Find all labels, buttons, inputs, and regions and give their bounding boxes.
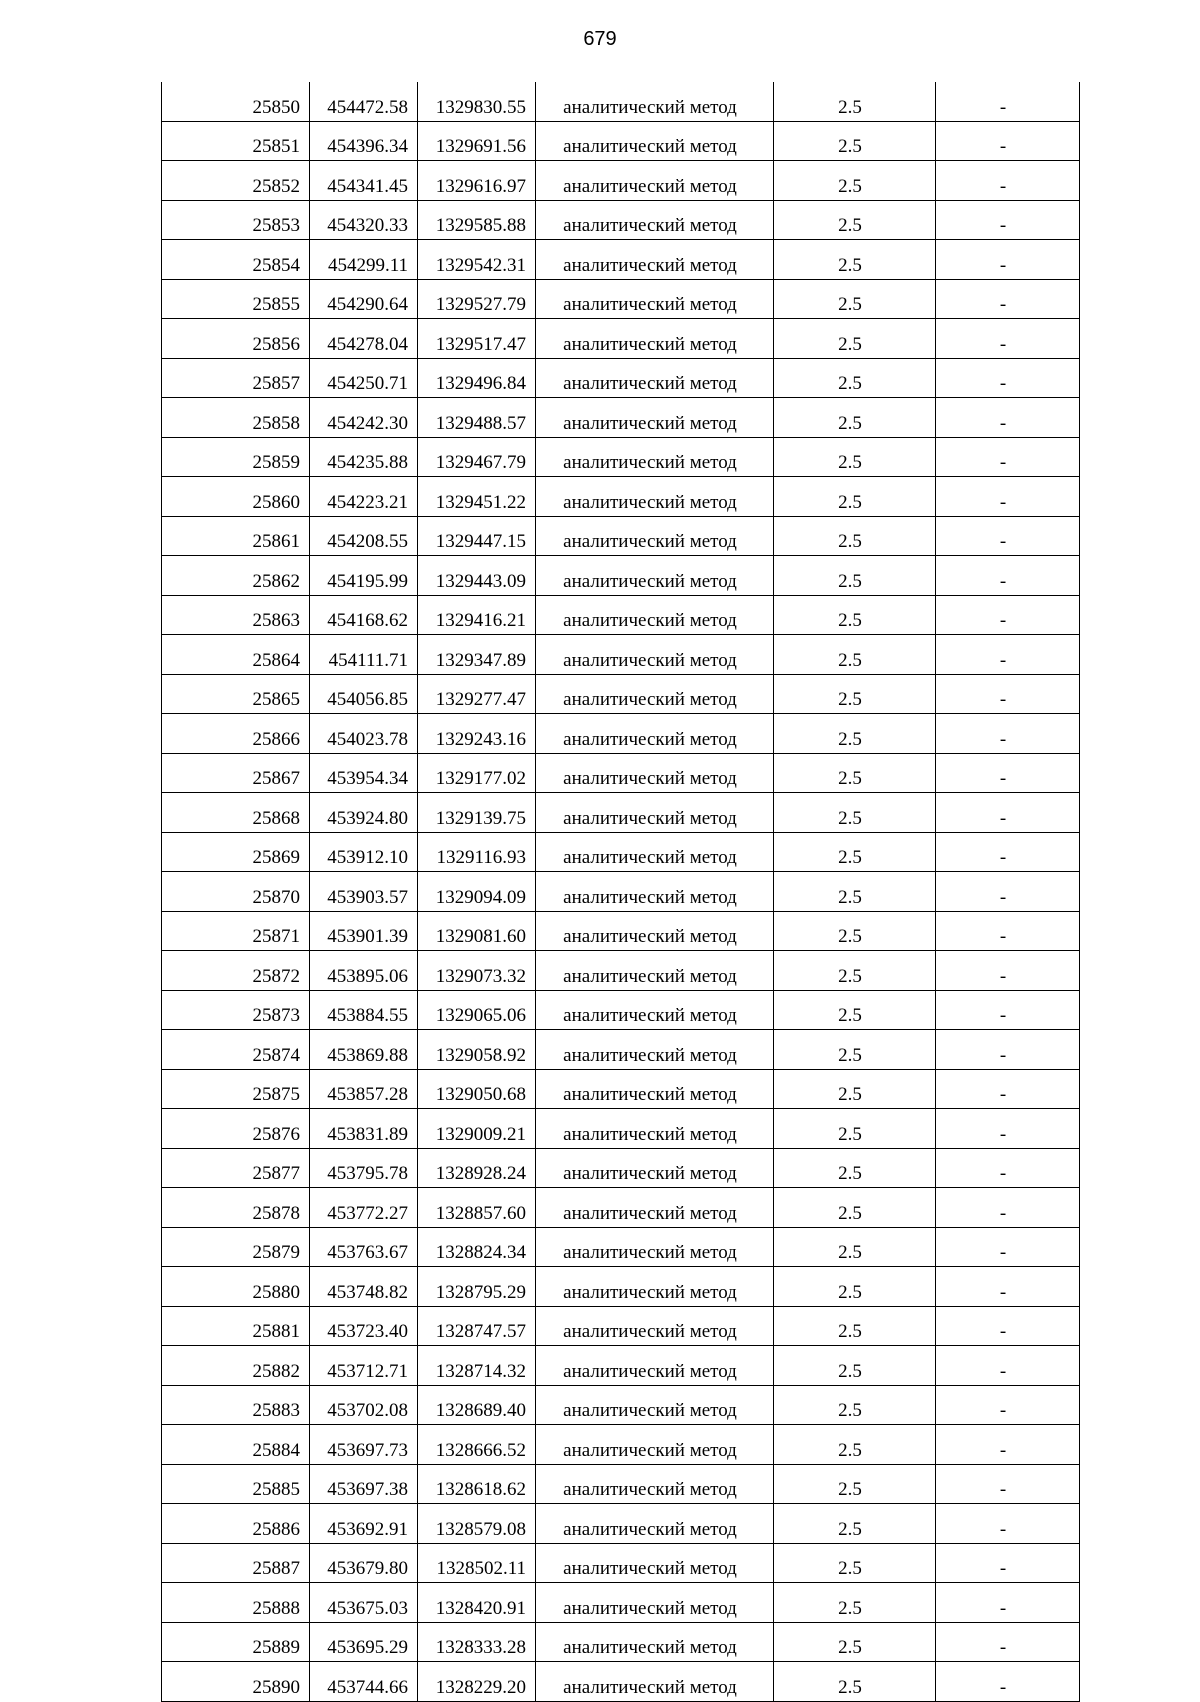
method-cell: аналитический метод [536,82,774,121]
point-number-cell: 25875 [162,1069,310,1109]
y-coordinate-cell: 1329447.15 [418,516,536,556]
point-number-cell: 25882 [162,1346,310,1386]
method-cell: аналитический метод [536,635,774,675]
note-cell: - [936,635,1080,675]
table-row [162,556,1080,596]
accuracy-cell: 2.5 [774,437,936,477]
note-cell: - [936,1148,1080,1188]
point-number-cell: 25851 [162,121,310,161]
table-row [162,82,1080,121]
y-coordinate-cell: 1329058.92 [418,1030,536,1070]
x-coordinate-cell: 453697.73 [310,1425,418,1465]
accuracy-cell: 2.5 [774,1662,936,1702]
method-cell: аналитический метод [536,714,774,754]
note-cell: - [936,437,1080,477]
method-cell: аналитический метод [536,1385,774,1425]
x-coordinate-cell: 453723.40 [310,1306,418,1346]
accuracy-cell: 2.5 [774,911,936,951]
note-cell: - [936,240,1080,280]
point-number-cell: 25854 [162,240,310,280]
point-number-cell: 25872 [162,951,310,991]
point-number-cell: 25867 [162,753,310,793]
x-coordinate-cell: 454208.55 [310,516,418,556]
point-number-cell: 25869 [162,832,310,872]
y-coordinate-cell: 1328714.32 [418,1346,536,1386]
y-coordinate-cell: 1329065.06 [418,990,536,1030]
y-coordinate-cell: 1329527.79 [418,279,536,319]
accuracy-cell: 2.5 [774,753,936,793]
y-coordinate-cell: 1329009.21 [418,1109,536,1149]
note-cell: - [936,1543,1080,1583]
x-coordinate-cell: 453912.10 [310,832,418,872]
accuracy-cell: 2.5 [774,121,936,161]
table-row [162,1622,1080,1662]
accuracy-cell: 2.5 [774,1306,936,1346]
x-coordinate-cell: 453857.28 [310,1069,418,1109]
x-coordinate-cell: 453763.67 [310,1227,418,1267]
table-row [162,1504,1080,1544]
note-cell: - [936,200,1080,240]
y-coordinate-cell: 1329416.21 [418,595,536,635]
table-row [162,635,1080,675]
method-cell: аналитический метод [536,1622,774,1662]
y-coordinate-cell: 1329347.89 [418,635,536,675]
note-cell: - [936,1622,1080,1662]
point-number-cell: 25868 [162,793,310,833]
note-cell: - [936,674,1080,714]
note-cell: - [936,990,1080,1030]
accuracy-cell: 2.5 [774,1148,936,1188]
y-coordinate-cell: 1329467.79 [418,437,536,477]
note-cell: - [936,1583,1080,1623]
x-coordinate-cell: 454396.34 [310,121,418,161]
note-cell: - [936,753,1080,793]
x-coordinate-cell: 453903.57 [310,872,418,912]
accuracy-cell: 2.5 [774,635,936,675]
note-cell: - [936,279,1080,319]
x-coordinate-cell: 454168.62 [310,595,418,635]
method-cell: аналитический метод [536,437,774,477]
y-coordinate-cell: 1328502.11 [418,1543,536,1583]
method-cell: аналитический метод [536,1188,774,1228]
x-coordinate-cell: 454111.71 [310,635,418,675]
note-cell: - [936,398,1080,438]
x-coordinate-cell: 453901.39 [310,911,418,951]
x-coordinate-cell: 453748.82 [310,1267,418,1307]
accuracy-cell: 2.5 [774,1346,936,1386]
accuracy-cell: 2.5 [774,556,936,596]
accuracy-cell: 2.5 [774,82,936,121]
x-coordinate-cell: 453831.89 [310,1109,418,1149]
y-coordinate-cell: 1329277.47 [418,674,536,714]
y-coordinate-cell: 1329585.88 [418,200,536,240]
x-coordinate-cell: 453679.80 [310,1543,418,1583]
y-coordinate-cell: 1328229.20 [418,1662,536,1702]
accuracy-cell: 2.5 [774,1583,936,1623]
point-number-cell: 25877 [162,1148,310,1188]
note-cell: - [936,793,1080,833]
x-coordinate-cell: 454290.64 [310,279,418,319]
note-cell: - [936,477,1080,517]
accuracy-cell: 2.5 [774,595,936,635]
method-cell: аналитический метод [536,832,774,872]
table-row [162,1069,1080,1109]
method-cell: аналитический метод [536,1543,774,1583]
point-number-cell: 25876 [162,1109,310,1149]
method-cell: аналитический метод [536,1109,774,1149]
table-row [162,161,1080,201]
x-coordinate-cell: 453695.29 [310,1622,418,1662]
y-coordinate-cell: 1329050.68 [418,1069,536,1109]
y-coordinate-cell: 1329496.84 [418,358,536,398]
y-coordinate-cell: 1329488.57 [418,398,536,438]
method-cell: аналитический метод [536,990,774,1030]
method-cell: аналитический метод [536,477,774,517]
method-cell: аналитический метод [536,872,774,912]
accuracy-cell: 2.5 [774,1622,936,1662]
accuracy-cell: 2.5 [774,1109,936,1149]
note-cell: - [936,951,1080,991]
table-row [162,1267,1080,1307]
method-cell: аналитический метод [536,1662,774,1702]
table-row [162,1030,1080,1070]
note-cell: - [936,319,1080,359]
table-row [162,200,1080,240]
x-coordinate-cell: 453895.06 [310,951,418,991]
y-coordinate-cell: 1328666.52 [418,1425,536,1465]
table-row [162,1583,1080,1623]
note-cell: - [936,358,1080,398]
point-number-cell: 25871 [162,911,310,951]
method-cell: аналитический метод [536,1267,774,1307]
method-cell: аналитический метод [536,911,774,951]
x-coordinate-cell: 453702.08 [310,1385,418,1425]
note-cell: - [936,1109,1080,1149]
x-coordinate-cell: 454223.21 [310,477,418,517]
x-coordinate-cell: 454472.58 [310,82,418,121]
x-coordinate-cell: 454056.85 [310,674,418,714]
point-number-cell: 25888 [162,1583,310,1623]
x-coordinate-cell: 453675.03 [310,1583,418,1623]
note-cell: - [936,714,1080,754]
accuracy-cell: 2.5 [774,200,936,240]
note-cell: - [936,1267,1080,1307]
note-cell: - [936,121,1080,161]
point-number-cell: 25857 [162,358,310,398]
method-cell: аналитический метод [536,161,774,201]
method-cell: аналитический метод [536,121,774,161]
table-row [162,240,1080,280]
x-coordinate-cell: 454023.78 [310,714,418,754]
note-cell: - [936,82,1080,121]
point-number-cell: 25853 [162,200,310,240]
x-coordinate-cell: 454299.11 [310,240,418,280]
accuracy-cell: 2.5 [774,990,936,1030]
method-cell: аналитический метод [536,1425,774,1465]
table-row [162,1662,1080,1702]
x-coordinate-cell: 453884.55 [310,990,418,1030]
point-number-cell: 25890 [162,1662,310,1702]
y-coordinate-cell: 1329081.60 [418,911,536,951]
point-number-cell: 25878 [162,1188,310,1228]
note-cell: - [936,1504,1080,1544]
note-cell: - [936,911,1080,951]
accuracy-cell: 2.5 [774,477,936,517]
method-cell: аналитический метод [536,279,774,319]
accuracy-cell: 2.5 [774,516,936,556]
table-row [162,1306,1080,1346]
point-number-cell: 25859 [162,437,310,477]
method-cell: аналитический метод [536,1227,774,1267]
point-number-cell: 25855 [162,279,310,319]
table-row [162,1346,1080,1386]
table-row [162,121,1080,161]
point-number-cell: 25887 [162,1543,310,1583]
point-number-cell: 25886 [162,1504,310,1544]
table-row [162,714,1080,754]
y-coordinate-cell: 1329116.93 [418,832,536,872]
y-coordinate-cell: 1328824.34 [418,1227,536,1267]
note-cell: - [936,872,1080,912]
accuracy-cell: 2.5 [774,1188,936,1228]
table-row [162,990,1080,1030]
x-coordinate-cell: 453744.66 [310,1662,418,1702]
x-coordinate-cell: 453795.78 [310,1148,418,1188]
y-coordinate-cell: 1328333.28 [418,1622,536,1662]
accuracy-cell: 2.5 [774,1030,936,1070]
table-row [162,832,1080,872]
point-number-cell: 25870 [162,872,310,912]
point-number-cell: 25885 [162,1464,310,1504]
accuracy-cell: 2.5 [774,1543,936,1583]
y-coordinate-cell: 1329243.16 [418,714,536,754]
accuracy-cell: 2.5 [774,1464,936,1504]
point-number-cell: 25880 [162,1267,310,1307]
x-coordinate-cell: 453692.91 [310,1504,418,1544]
table-row [162,358,1080,398]
x-coordinate-cell: 454242.30 [310,398,418,438]
y-coordinate-cell: 1328928.24 [418,1148,536,1188]
table-row [162,753,1080,793]
note-cell: - [936,1069,1080,1109]
y-coordinate-cell: 1328795.29 [418,1267,536,1307]
table-row [162,1148,1080,1188]
x-coordinate-cell: 454341.45 [310,161,418,201]
point-number-cell: 25889 [162,1622,310,1662]
table-row [162,674,1080,714]
method-cell: аналитический метод [536,1504,774,1544]
accuracy-cell: 2.5 [774,398,936,438]
method-cell: аналитический метод [536,319,774,359]
method-cell: аналитический метод [536,556,774,596]
note-cell: - [936,516,1080,556]
accuracy-cell: 2.5 [774,674,936,714]
method-cell: аналитический метод [536,240,774,280]
x-coordinate-cell: 454235.88 [310,437,418,477]
accuracy-cell: 2.5 [774,279,936,319]
method-cell: аналитический метод [536,200,774,240]
y-coordinate-cell: 1329094.09 [418,872,536,912]
point-number-cell: 25856 [162,319,310,359]
table-row [162,279,1080,319]
x-coordinate-cell: 454320.33 [310,200,418,240]
table-row [162,793,1080,833]
accuracy-cell: 2.5 [774,951,936,991]
accuracy-cell: 2.5 [774,1227,936,1267]
table-row [162,595,1080,635]
table-row [162,398,1080,438]
x-coordinate-cell: 453954.34 [310,753,418,793]
y-coordinate-cell: 1329830.55 [418,82,536,121]
table-row [162,1109,1080,1149]
table-row [162,516,1080,556]
table-row [162,437,1080,477]
note-cell: - [936,1030,1080,1070]
method-cell: аналитический метод [536,1306,774,1346]
point-number-cell: 25863 [162,595,310,635]
coordinates-table-body [162,82,1080,1701]
point-number-cell: 25864 [162,635,310,675]
point-number-cell: 25874 [162,1030,310,1070]
note-cell: - [936,832,1080,872]
accuracy-cell: 2.5 [774,872,936,912]
method-cell: аналитический метод [536,1346,774,1386]
y-coordinate-cell: 1328857.60 [418,1188,536,1228]
accuracy-cell: 2.5 [774,714,936,754]
method-cell: аналитический метод [536,1030,774,1070]
method-cell: аналитический метод [536,398,774,438]
page-number: 679 [583,28,617,50]
y-coordinate-cell: 1328747.57 [418,1306,536,1346]
y-coordinate-cell: 1328420.91 [418,1583,536,1623]
note-cell: - [936,1346,1080,1386]
accuracy-cell: 2.5 [774,793,936,833]
method-cell: аналитический метод [536,1464,774,1504]
point-number-cell: 25861 [162,516,310,556]
table-row [162,911,1080,951]
note-cell: - [936,595,1080,635]
y-coordinate-cell: 1329451.22 [418,477,536,517]
accuracy-cell: 2.5 [774,358,936,398]
y-coordinate-cell: 1328579.08 [418,1504,536,1544]
y-coordinate-cell: 1328618.62 [418,1464,536,1504]
table-row [162,1188,1080,1228]
table-row [162,1543,1080,1583]
table-row [162,1385,1080,1425]
y-coordinate-cell: 1329691.56 [418,121,536,161]
x-coordinate-cell: 453772.27 [310,1188,418,1228]
point-number-cell: 25852 [162,161,310,201]
accuracy-cell: 2.5 [774,240,936,280]
x-coordinate-cell: 453924.80 [310,793,418,833]
method-cell: аналитический метод [536,674,774,714]
method-cell: аналитический метод [536,793,774,833]
point-number-cell: 25862 [162,556,310,596]
y-coordinate-cell: 1329177.02 [418,753,536,793]
note-cell: - [936,161,1080,201]
method-cell: аналитический метод [536,951,774,991]
table-row [162,1227,1080,1267]
note-cell: - [936,1662,1080,1702]
y-coordinate-cell: 1329517.47 [418,319,536,359]
x-coordinate-cell: 454278.04 [310,319,418,359]
point-number-cell: 25881 [162,1306,310,1346]
table-row [162,872,1080,912]
point-number-cell: 25860 [162,477,310,517]
point-number-cell: 25858 [162,398,310,438]
method-cell: аналитический метод [536,1148,774,1188]
accuracy-cell: 2.5 [774,1069,936,1109]
table-row [162,951,1080,991]
method-cell: аналитический метод [536,1069,774,1109]
note-cell: - [936,1306,1080,1346]
table-row [162,319,1080,359]
table-row [162,1464,1080,1504]
accuracy-cell: 2.5 [774,832,936,872]
accuracy-cell: 2.5 [774,1267,936,1307]
note-cell: - [936,1464,1080,1504]
y-coordinate-cell: 1329139.75 [418,793,536,833]
point-number-cell: 25884 [162,1425,310,1465]
note-cell: - [936,1227,1080,1267]
y-coordinate-cell: 1329443.09 [418,556,536,596]
method-cell: аналитический метод [536,516,774,556]
coordinates-table [161,82,1080,1702]
x-coordinate-cell: 453697.38 [310,1464,418,1504]
table-row [162,477,1080,517]
method-cell: аналитический метод [536,1583,774,1623]
accuracy-cell: 2.5 [774,319,936,359]
y-coordinate-cell: 1328689.40 [418,1385,536,1425]
method-cell: аналитический метод [536,358,774,398]
accuracy-cell: 2.5 [774,1385,936,1425]
method-cell: аналитический метод [536,595,774,635]
accuracy-cell: 2.5 [774,1504,936,1544]
x-coordinate-cell: 453712.71 [310,1346,418,1386]
accuracy-cell: 2.5 [774,161,936,201]
method-cell: аналитический метод [536,753,774,793]
note-cell: - [936,1188,1080,1228]
point-number-cell: 25879 [162,1227,310,1267]
note-cell: - [936,1385,1080,1425]
table-row [162,1425,1080,1465]
point-number-cell: 25873 [162,990,310,1030]
x-coordinate-cell: 454250.71 [310,358,418,398]
point-number-cell: 25883 [162,1385,310,1425]
y-coordinate-cell: 1329073.32 [418,951,536,991]
point-number-cell: 25865 [162,674,310,714]
point-number-cell: 25866 [162,714,310,754]
y-coordinate-cell: 1329616.97 [418,161,536,201]
x-coordinate-cell: 453869.88 [310,1030,418,1070]
accuracy-cell: 2.5 [774,1425,936,1465]
x-coordinate-cell: 454195.99 [310,556,418,596]
note-cell: - [936,1425,1080,1465]
note-cell: - [936,556,1080,596]
point-number-cell: 25850 [162,82,310,121]
y-coordinate-cell: 1329542.31 [418,240,536,280]
